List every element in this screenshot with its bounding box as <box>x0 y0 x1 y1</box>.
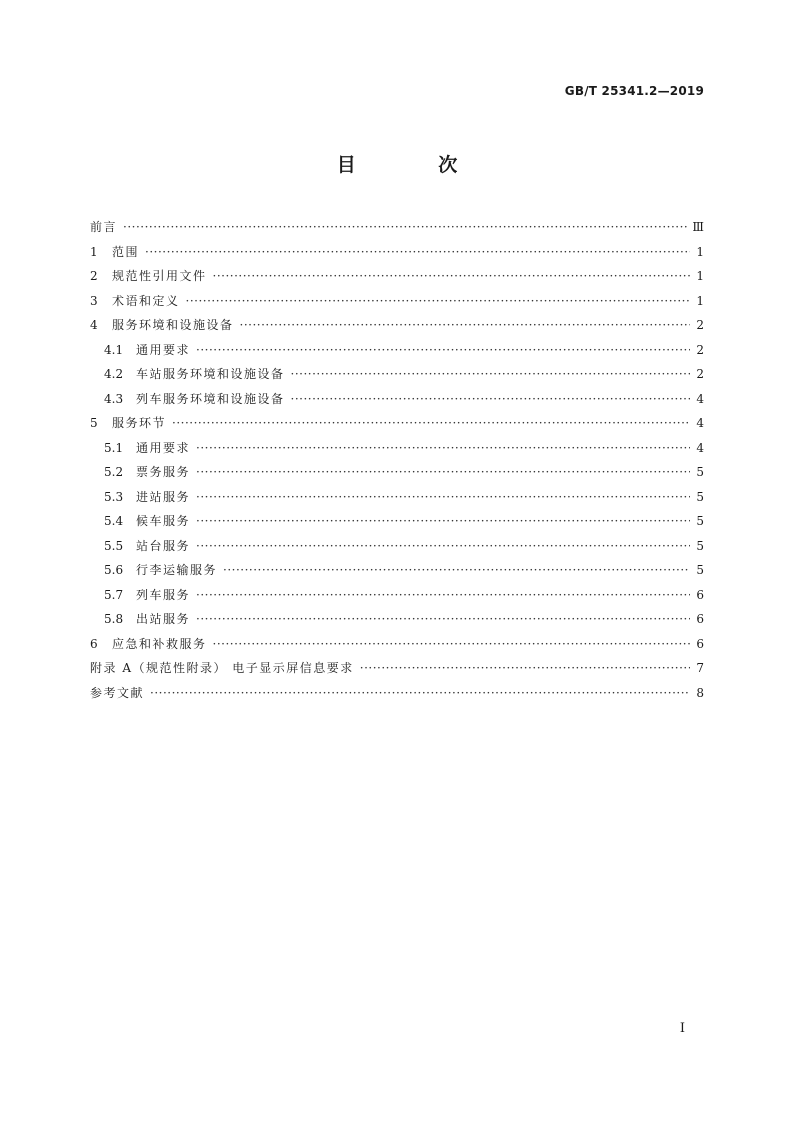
toc-entry[interactable] <box>90 607 704 632</box>
toc-entry-page-number: 2 <box>696 342 704 357</box>
toc-dot-leader <box>291 362 690 387</box>
toc-entry-number: 5.8 <box>104 612 124 626</box>
toc-entry-number: 4 <box>90 318 98 332</box>
toc-entry-number: 4.1 <box>104 342 124 357</box>
toc-entry[interactable] <box>90 558 704 583</box>
toc-entry-page-number: 1 <box>696 293 704 308</box>
toc-entry-page-number: 2 <box>696 318 704 332</box>
toc-entry-page-number: 4 <box>696 440 704 455</box>
toc-dot-leader <box>196 338 690 363</box>
toc-entry-number: 3 <box>90 293 98 308</box>
toc-entry[interactable] <box>90 313 704 338</box>
toc-entry-page-number: 1 <box>696 269 704 283</box>
toc-entry-label: 票务服务 <box>136 465 191 479</box>
toc-entry-page-number: 5 <box>696 489 704 504</box>
toc-entry-label: 服务环节 <box>112 416 167 430</box>
toc-dot-leader <box>213 632 690 657</box>
toc-entry[interactable] <box>90 509 704 534</box>
toc-entry-page-number: 2 <box>696 367 704 381</box>
toc-entry-label: 服务环境和设施设备 <box>112 318 234 332</box>
toc-entry-label: 出站服务 <box>136 612 191 626</box>
toc-entry-page-number: 8 <box>696 685 704 700</box>
toc-entry-number: 5.4 <box>104 514 124 528</box>
toc-entry[interactable] <box>90 583 704 608</box>
toc-entry-label: 站台服务 <box>136 538 191 553</box>
toc-title: 目 次 <box>336 154 496 176</box>
toc-entry[interactable] <box>90 534 704 559</box>
toc-entry[interactable] <box>90 215 704 240</box>
toc-dot-leader <box>223 558 690 583</box>
toc-dot-leader <box>240 313 690 338</box>
toc-entry[interactable] <box>90 460 704 485</box>
toc-entry-number: 5.7 <box>104 587 124 602</box>
page-folio: Ⅰ <box>679 1021 685 1036</box>
toc-entry-number: 4.3 <box>104 391 124 406</box>
toc-dot-leader <box>172 411 690 436</box>
toc-entry-number: 5.2 <box>104 465 124 479</box>
toc-entry-label: 规范性引用文件 <box>112 269 207 283</box>
toc-entry-page-number: 1 <box>696 244 704 259</box>
toc-entry-label: 候车服务 <box>136 514 191 528</box>
toc-dot-leader <box>196 509 690 534</box>
toc-entry-number: 5.1 <box>104 440 124 455</box>
toc-dot-leader <box>196 436 690 461</box>
standard-code: GB/T 25341.2—2019 <box>564 84 704 98</box>
toc-dot-leader <box>123 215 688 240</box>
toc-dot-leader <box>150 681 690 706</box>
toc-entry-page-number: 6 <box>696 612 704 626</box>
toc-entry-number: 2 <box>90 269 98 283</box>
toc-entry-page-number: 6 <box>696 636 704 651</box>
toc-entry-label: 参考文献 <box>90 685 145 700</box>
toc-entry-number: 4.2 <box>104 367 124 381</box>
toc-entry-label: 车站服务环境和设施设备 <box>136 367 285 381</box>
toc-entry[interactable] <box>90 681 704 706</box>
toc-entry[interactable] <box>90 411 704 436</box>
toc-entry[interactable] <box>90 436 704 461</box>
toc-entry-number: 5.3 <box>104 489 124 504</box>
toc-entry[interactable] <box>90 338 704 363</box>
toc-entry-label: 通用要求 <box>136 440 191 455</box>
toc-dot-leader <box>196 607 690 632</box>
toc-entry-label: 进站服务 <box>136 489 191 504</box>
toc-dot-leader <box>196 460 690 485</box>
toc-entry-page-number: 4 <box>696 416 704 430</box>
toc-entry-page-number: 4 <box>696 391 704 406</box>
toc-entry[interactable] <box>90 240 704 265</box>
toc-dot-leader <box>291 387 690 412</box>
toc-entry-number: 6 <box>90 636 98 651</box>
toc-entry-label: 术语和定义 <box>112 293 180 308</box>
toc-entry[interactable] <box>90 289 704 314</box>
toc-entry-label: 列车服务环境和设施设备 <box>136 391 285 406</box>
toc-dot-leader <box>186 289 690 314</box>
toc-entry-number: 1 <box>90 244 98 259</box>
toc-entry-label: 通用要求 <box>136 342 191 357</box>
toc-entry-label: 列车服务 <box>136 587 191 602</box>
toc-entry-label: 范围 <box>112 244 140 259</box>
table-of-contents <box>90 215 704 705</box>
toc-entry[interactable] <box>90 656 704 681</box>
toc-dot-leader <box>196 583 690 608</box>
toc-entry[interactable] <box>90 485 704 510</box>
toc-entry-label: 前言 <box>90 220 118 234</box>
toc-dot-leader <box>360 656 690 681</box>
toc-dot-leader <box>213 264 690 289</box>
toc-entry-page-number: Ⅲ <box>692 220 704 234</box>
toc-dot-leader <box>196 534 690 559</box>
toc-entry-page-number: 5 <box>696 465 704 479</box>
toc-entry[interactable] <box>90 387 704 412</box>
toc-entry[interactable] <box>90 632 704 657</box>
toc-entry[interactable] <box>90 264 704 289</box>
toc-entry-page-number: 5 <box>696 538 704 553</box>
toc-entry-label: 应急和补救服务 <box>112 636 207 651</box>
toc-dot-leader <box>145 240 690 265</box>
toc-entry-number: 5.5 <box>104 538 124 553</box>
toc-entry-number: 5 <box>90 416 98 430</box>
toc-dot-leader <box>196 485 690 510</box>
toc-entry-page-number: 6 <box>696 587 704 602</box>
toc-entry[interactable] <box>90 362 704 387</box>
toc-entry-number: 5.6 <box>104 563 124 577</box>
toc-entry-page-number: 5 <box>696 563 704 577</box>
toc-entry-label: 附录 A（规范性附录） 电子显示屏信息要求 <box>90 661 354 675</box>
toc-entry-page-number: 5 <box>696 514 704 528</box>
toc-entry-page-number: 7 <box>696 661 704 675</box>
toc-entry-label: 行李运输服务 <box>136 563 218 577</box>
